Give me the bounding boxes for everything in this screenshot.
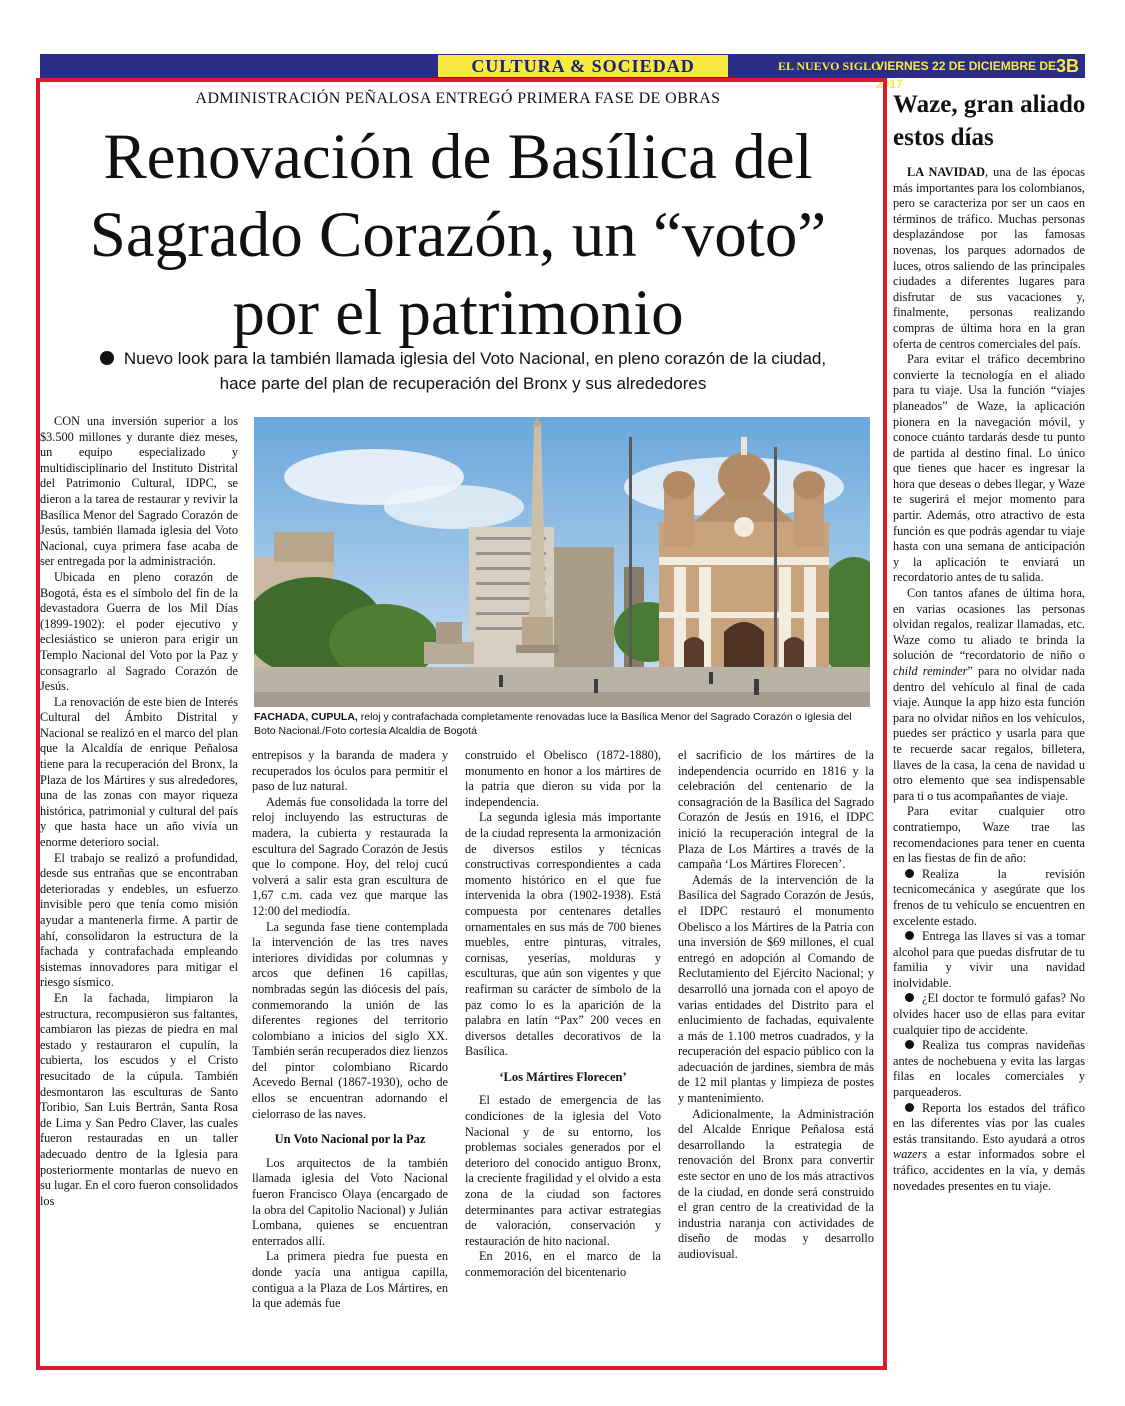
paragraph: La primera piedra fue puesta en donde yacía una antigua capilla, contigua a la Plaza de Los Mártires, en la que además fue bbox=[252, 1249, 448, 1311]
paragraph: construido el Obelisco (1872-1880), monumento en honor a los mártires de la patria que dieron su vida por la independencia. bbox=[465, 748, 661, 809]
list-item bbox=[893, 867, 1085, 929]
paragraph: Además fue consolidada la torre del reloj incluyendo las estructuras de madera, la cubierta y restaurada la escultura del Sagrado Corazón de Jesús que lo compone. Hoy, del reloj cucú volverá a salir esta gran escultura de 1,67 c.m. cada vez que marque las 12:00 del mediodía. bbox=[252, 794, 448, 918]
photo-caption bbox=[254, 710, 866, 738]
newspaper-name: EL NUEVO SIGLO bbox=[778, 59, 881, 73]
list-item bbox=[893, 929, 1085, 991]
subheading: ‘Los Mártires Florecen’ bbox=[499, 1069, 627, 1084]
caption-text: reloj y contrafachada completamente renovadas luce la Basílica Menor del Sagrado Corazón o Iglesia del Boto Nacional./Foto cortesía Alcaldía de Bogotá bbox=[254, 711, 852, 737]
paragraph: el sacrificio de los mártires de la independencia ocurrido en 1816 y la celebración del centenario de la consagración de la Basílica del Sagrado Corazón de Jesús en 1916, el IDPC inició la recuperación integral de la Plaza de Los Mártires a través de la campaña ‘Los Mártires Florecen’. bbox=[678, 748, 874, 872]
paragraph: CON una inversión superior a los $3.500 millones y durante diez meses, un equipo especializado y multidisciplinario del Instituto Distrital del Patrimonio Cultural, IDPC, se dieron a la tarea de restaurar y revivir la Basílica Menor del Sagrado Corazón de Jesús, también llamada iglesia del Voto Nacional, cuya primera fase acaba de ser entregada por la administración. bbox=[40, 414, 238, 569]
sidebar-text: Con tantos afanes de última hora, en varias ocasiones las personas olvidan regalos, realizar llamadas, etc. Waze como tu aliado te brinda la solución de “recordatorio de niño o bbox=[893, 586, 1085, 663]
sidebar-emphasis: child reminder bbox=[893, 664, 968, 678]
paragraph: Además de la intervención de la Basílica del Sagrado Corazón de Jesús, el IDPC restauró el monumento Obelisco a los Mártires de la Patria con una inversión de $69 millones, el cual entregó en adopción al Comando de Reclutamiento del Ejército Nacional; y desarrolló una jornada con el apoyo de varias entidades del Distrito para el enlucimiento de fachadas, equivalente a más de 1.100 metros cuadrados, y la recuperación del espacio público con la adecuación de jardines, siembra de más de 12 mil plantas y limpieza de postes y mantenimiento. bbox=[678, 872, 874, 1106]
basilica-photo bbox=[254, 417, 870, 707]
paragraph bbox=[893, 165, 1085, 352]
article-headline: Renovación de Basílica del Sagrado Corazón, un “voto” por el patrimonio bbox=[89, 121, 827, 349]
sidebar-lead: LA NAVIDAD bbox=[907, 165, 985, 179]
paragraph: En 2016, en el marco de la conmemoración del bicentenario bbox=[465, 1249, 661, 1279]
article-kicker: ADMINISTRACIÓN PEÑALOSA ENTREGÓ PRIMERA FASE DE OBRAS bbox=[195, 90, 721, 107]
list-item bbox=[893, 1038, 1085, 1100]
paragraph: La segunda fase tiene contemplada la intervención de las tres naves interiores divididas por columnas y arcos que definen 16 capillas, nombradas según las diócesis del país, conmemorando la unión de las diferentes regiones del territorio colombiano a inicios del siglo XX. También serán recuperados diez lienzos del pintor colombiano Ricardo Acevedo Bernal (1867-1930), ocho de ellos se encuentran adornando el cielorraso de las naves. bbox=[252, 919, 448, 1121]
article-deck bbox=[52, 346, 874, 396]
paragraph bbox=[893, 586, 1085, 804]
paragraph: En la fachada, limpiaron la estructura, recompusieron sus faltantes, cambiaron las piezas de piedra en mal estado y restauraron el cupulín, la cubierta, los escudos y el Cristo resucitado de la cúpula. También desmontaron las esculturas de Santo Toribio, San Luis Bertrán, Santa Rosa de Lima y San Pedro Claver, las cuales fueron restauradas en un taller adecuado dentro de la Iglesia para posteriormente montarlas de nuevo en su lugar. En el coro fueron consolidados los bbox=[40, 990, 238, 1208]
section-label: CULTURA & SOCIEDAD bbox=[438, 55, 728, 77]
page-number: 3B bbox=[1055, 56, 1079, 76]
subheading: Un Voto Nacional por la Paz bbox=[274, 1132, 426, 1147]
issue-date: VIERNES 22 DE DICIEMBRE DE 2017 bbox=[876, 59, 1057, 91]
bullet-icon bbox=[905, 869, 914, 878]
caption-lead: FACHADA, CUPULA, bbox=[254, 711, 358, 723]
sidebar-headline: Waze, gran aliado estos días bbox=[893, 91, 1086, 151]
list-item-text: Entrega las llaves si vas a tomar alcohol para que puedas disfrutar de tu familia y vivir una navidad inolvidable. bbox=[893, 929, 1085, 990]
sidebar-text: ” para no olvidar nada dentro del vehículo al final de cada viaje. Aunque la app hizo esta función para no olvidar niños en los vehículos, puedes ser práctico y usarla para que te recuerde sacar regalos, billetera, llaves de la casa, la cena de navidad u otro elemento que sea indispensable para ti o tus acompañantes de viaje. bbox=[893, 664, 1085, 803]
paragraph: Para evitar cualquier otro contratiempo, Waze trae las recomendaciones para tener en cuenta en las fiestas de fin de año: bbox=[893, 804, 1085, 866]
paragraph: El estado de emergencia de las condiciones de la iglesia del Voto Nacional y de su entorno, los problemas sociales generados por el deterioro del conocido antiguo Bronx, la creciente fragilidad y el olvido a esta zona de la ciudad son factores determinantes para activar estrategias de valoración, conservación y restauración de hito nacional. bbox=[465, 1093, 661, 1248]
paragraph: Los arquitectos de la también llamada iglesia del Voto Nacional fueron Francisco Olaya (encargado de la obra del Capitolio Nacional) y Julián Lombana, quienes se encuentran enterrados allí. bbox=[252, 1155, 448, 1248]
article-column-3 bbox=[465, 748, 661, 1281]
list-item bbox=[893, 991, 1085, 1038]
sidebar-column bbox=[893, 165, 1085, 1194]
paragraph: La renovación de este bien de Interés Cultural del Ámbito Distrital y Nacional se realizó en el marco del plan que la Alcaldía de enrique Peñalosa tiene para la recuperación del Bronx, la Plaza de los Mártires y sus alrededores, una de las zonas con mayor riqueza histórica, patrimonial y cultural del país y que hasta hace un año vivía un enorme deterioro social. bbox=[40, 694, 238, 850]
sidebar-emphasis: wazers bbox=[893, 1147, 928, 1162]
list-item-text: a estar informados sobre el tráfico, accidentes en la vía, y demás novedades presentes en tu viaje. bbox=[893, 1147, 1085, 1193]
section-header-bar bbox=[40, 54, 1085, 91]
paragraph: Adicionalmente, la Administración del Alcalde Enrique Peñalosa está desarrollando la estrategia de renovación del Bronx para convertir este sector en uno de los más atractivos de la ciudad, en donde será construido el gran centro de la creatividad de la industria naranja con actividades de diseño de modas y desarrollo audiovisual. bbox=[678, 1106, 874, 1261]
deck-line-1: Nuevo look para la también llamada iglesia del Voto Nacional, en pleno corazón de la ciudad, bbox=[123, 349, 827, 368]
list-item bbox=[893, 1101, 1085, 1195]
article-column-1 bbox=[40, 414, 238, 1209]
list-item-text: ¿El doctor te formuló gafas? No olvides hacer uso de ellas para evitar cualquier tipo de accidente. bbox=[893, 991, 1085, 1037]
paragraph: Para evitar el tráfico decembrino convierte la tecnología en el aliado para tu viaje. Usa la función “viajes planeados” de Waze, la aplicación pionera en la navegación móvil, y conoce cuánto tardarás desde tu punto de partida al destino final. Lo único que tienes que hacer es ingresar la hora que deseas o debes llegar, y Waze te sugerirá el mejor momento para partir. Además, otro atractivo de esta función es que podrás agendar tu viaje hasta con una semana de anticipación y la aplicación te enviará un recordatorio antes de tu salida. bbox=[893, 352, 1085, 585]
article-column-4 bbox=[678, 748, 874, 1263]
paragraph: La segunda iglesia más importante de la ciudad representa la armonización de diversos estilos y técnicas constructivas correspondientes a cada momento histórico en el que fue intervenida la obra (1902-1938). Está compuesta por centenares detalles ornamentales en sus más de 700 bienes muebles, entre pinturas, vitrales, cornisas, yeserías, molduras y esculturas, que aún son vigentes y que reafirman su carácter de símbolo de la paz como lo es la aparición de la palabra en latín “Pax” 200 veces en diversos detalles decorativos de la Basílica. bbox=[465, 810, 661, 1059]
paragraph: Ubicada en pleno corazón de Bogotá, ésta es el símbolo del fin de la devastadora Guerra de los Mil Días (1899-1902): el poder ejecutivo y eclesiástico se unieron para erigir un Templo Nacional del Voto por la Paz y consagrarlo al Sagrado Corazón de Jesús. bbox=[40, 569, 238, 694]
list-item-text: Realiza tus compras navideñas antes de nochebuena y evita las largas filas en locales comerciales y parqueaderos. bbox=[893, 1038, 1085, 1100]
article-column-2 bbox=[252, 748, 448, 1312]
sidebar-text: , una de las épocas más importantes para los colombianos, pero se caracteriza por ser un caos en términos de tráfico. Muchas personas desplazándose por las famosas novenas, los parques adornados de luces, otros saliendo de las principales ciudades a diferentes lugares para disfrutar de sus vacaciones y, finalmente, personas realizando compras de última hora en la gran oferta de centros comerciales del país. bbox=[893, 165, 1085, 351]
bullet-icon bbox=[905, 993, 914, 1002]
paragraph: entrepisos y la baranda de madera y recuperados los óculos para permitir el paso de luz natural. bbox=[252, 748, 448, 794]
paragraph: El trabajo se realizó a profundidad, desde sus entrañas que se encontraban deterioradas y endebles, un esfuerzo invisible pero que tenía como misión ayudar a mantenerla firme. A partir de ahí, consolidaron la estructura de la fachada y contrafachada empleando sistemas innovadores para mitigar el riesgo sísmico. bbox=[40, 850, 238, 990]
list-item-text: Realiza la revisión tecnicomecánica y asegúrate que los frenos de tu vehículo se encuentren en excelente estado. bbox=[893, 866, 1085, 928]
bullet-icon bbox=[100, 351, 114, 365]
list-item-text: Reporta los estados del tráfico en las diferentes vías por las cuales estás transitando. Esto ayudará a otros bbox=[893, 1100, 1085, 1146]
bullet-icon bbox=[905, 1103, 914, 1112]
deck-line-2: hace parte del plan de recuperación del Bronx y sus alrededores bbox=[219, 374, 707, 393]
bullet-icon bbox=[905, 931, 914, 940]
bullet-icon bbox=[905, 1040, 914, 1049]
